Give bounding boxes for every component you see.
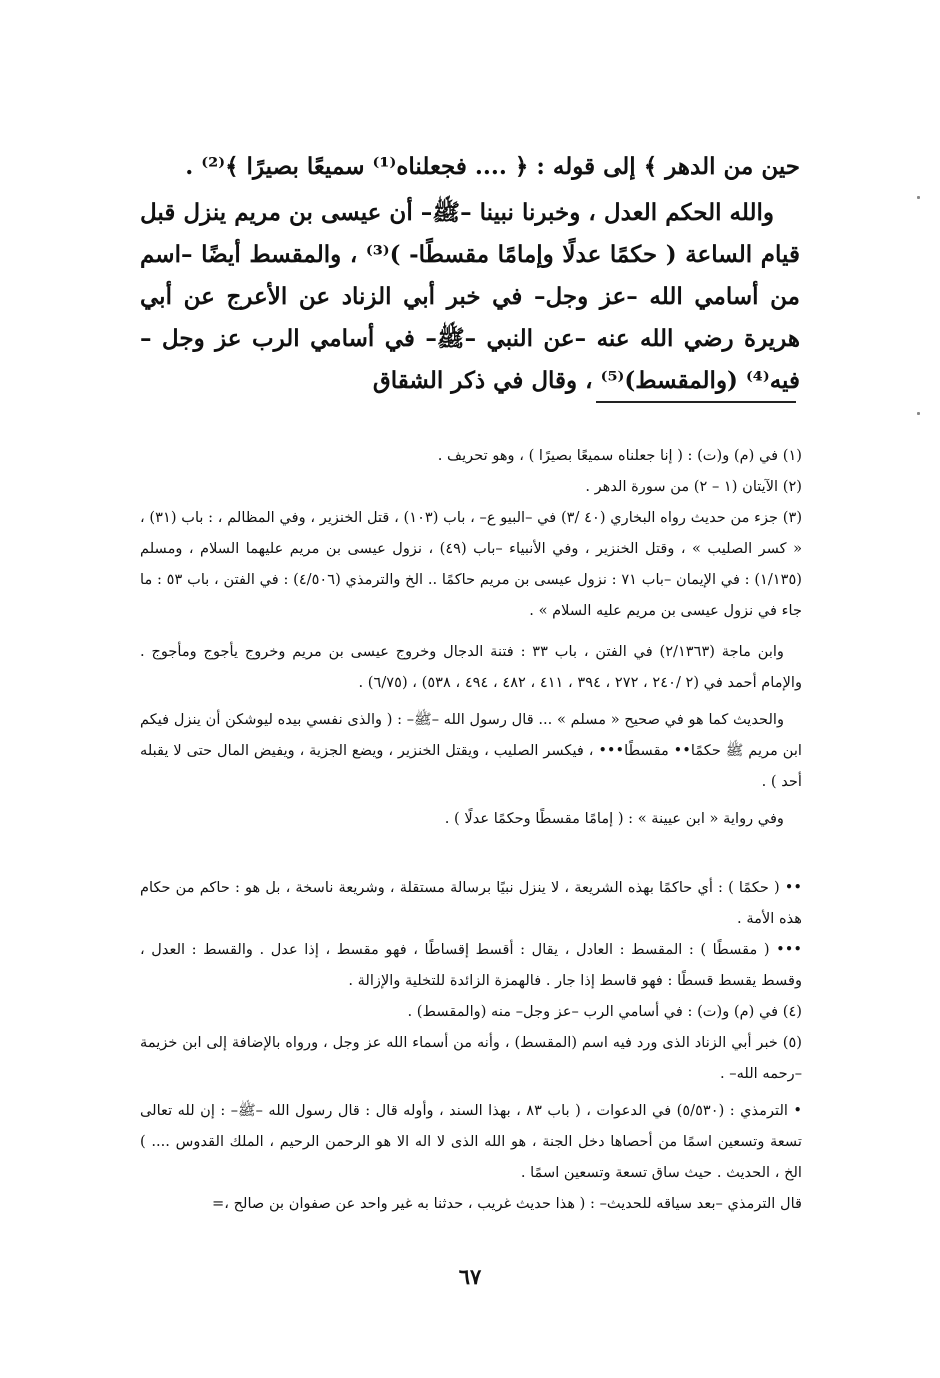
- main-paragraph: والله الحكم العدل ، وخبرنا نبينا –ﷺ– أن عيسى بن مريم ينزل قبل قيام الساعة ( حكمًا عدلًا وإمامًا مقسطًا- )⁽³⁾ ، والمقسط أيضًا –اسم من أسامي الله –عز وجل– في خبر أبي الزناد عن الأعرج عن أبي هريرة رضي الله عنه –عن النبي –ﷺ– في أسامي الرب عز وجل –فيه⁽⁴⁾ (والمقسط)⁽⁵⁾ ، وقال في ذكر الشقاق: [140, 199, 800, 394]
- tirmidhi-note-continued: قال الترمذي –بعد سياقه للحديث– : ( هذا حديث غريب ، حدثنا به غير واحد عن صفوان بن صالح ،=: [212, 1195, 802, 1212]
- footnote-2: (٢) الآيتان (١ – ٢) من سورة الدهر .: [585, 478, 802, 495]
- footnote-separator: [596, 401, 796, 403]
- scan-speck: [917, 196, 920, 199]
- footnotes: [140, 440, 802, 1219]
- tirmidhi-note: • الترمذي : (٥/٥٣٠) في الدعوات ، ( باب ٨٣ ، بهذا السند ، وأوله قال : قال رسول الله –ﷺ– : إن لله تعالى تسعة وتسعين اسمًا من أحصاها دخل الجنة ، هو الله الذى لا اله الا هو الرحمن الرحيم ، الملك القدوس .... ) الخ ، الحديث . حيث ساق تسعة وتسعين اسمًا .: [140, 1102, 802, 1181]
- footnote-3-continued: وابن ماجة (٢/١٣٦٣) في الفتن ، باب ٣٣ : فتنة الدجال وخروج عيسى بن مريم وخروج يأجوج ومأجوج . والإمام أحمد في (٢ /٢٤٠ ، ٢٧٢ ، ٣٩٤ ، ٤١١ ، ٤٨٢ ، ٤٩٤ ، ٥٣٨) ، (٦/٧٥) .: [140, 643, 802, 691]
- footnote-3-riwaya: وفي رواية « ابن عيينة » : ( إمامًا مقسطًا وحكمًا عدلًا ) .: [444, 810, 784, 827]
- footnote-4: (٤) في (م) و(ت) : في أسامي الرب –عز وجل– منه (والمقسط) .: [407, 1003, 802, 1020]
- scan-speck: [917, 412, 920, 415]
- footnote-5: (٥) خبر أبي الزناد الذى ورد فيه اسم (المقسط) ، وأنه من أسماء الله عز وجل ، ورواه بالإضافة إلى ابن خزيمة –رحمه الله– .: [140, 1034, 802, 1082]
- page-number: ٦٧: [458, 1264, 482, 1289]
- subnote-muqsit: ••• ( مقسطًا ) : المقسط : العادل ، يقال : أقسط إقساطًا ، فهو مقسط ، إذا عدل . والقسط : العدل ، وقسط يقسط قسطًا : فهو قاسط إذا جار . فالهمزة الزائدة للتخلية والإزالة .: [140, 941, 802, 989]
- subnote-hakam: •• ( حكمًا ) : أي حاكمًا بهذه الشريعة ، لا ينزل نبيًا برسالة مستقلة ، وشريعة ناسخة ، بل هو : حاكم من حكام هذه الأمة .: [140, 879, 802, 927]
- main-line-1: حين من الدهر ﴾ إلى قوله : ﴿ .... فجعلناه⁽¹⁾ سميعًا بصيرًا ﴾⁽²⁾ .: [185, 153, 800, 180]
- main-text: [140, 146, 800, 402]
- footnote-1: (١) في (م) و(ت) : ( إنا جعلناه سميعًا بصيرًا ) ، وهو تحريف .: [437, 447, 802, 464]
- footnote-3-hadith: والحديث كما هو في صحيح « مسلم » ... قال رسول الله –ﷺ– : ( والذى نفسي بيده ليوشكن أن ينزل فيكم ابن مريم ﷺ حكمًا•• مقسطًا••• ، فيكسر الصليب ، ويقتل الخنزير ، ويضع الجزية ، ويفيض المال حتى لا يقبله أحد ) .: [140, 711, 802, 790]
- footnote-3: (٣) جزء من حديث رواه البخاري (٤٠ /٣) في –البيو ع– ، باب (١٠٣) ، قتل الخنزير ، وفي المظالم ، : باب (٣١) ، « كسر الصليب » ، وقتل الخنزير ، وفي الأنبياء –باب (٤٩) ، نزول عيسى بن مريم عليهما السلام ، ومسلم (١/١٣٥) : في الإيمان –باب ٧١ : نزول عيسى بن مريم حاكمًا .. الخ والترمذي (٤/٥٠٦) : في الفتن ، باب ٥٣ : ما جاء في نزول عيسى بن مريم عليه السلام » .: [140, 509, 803, 619]
